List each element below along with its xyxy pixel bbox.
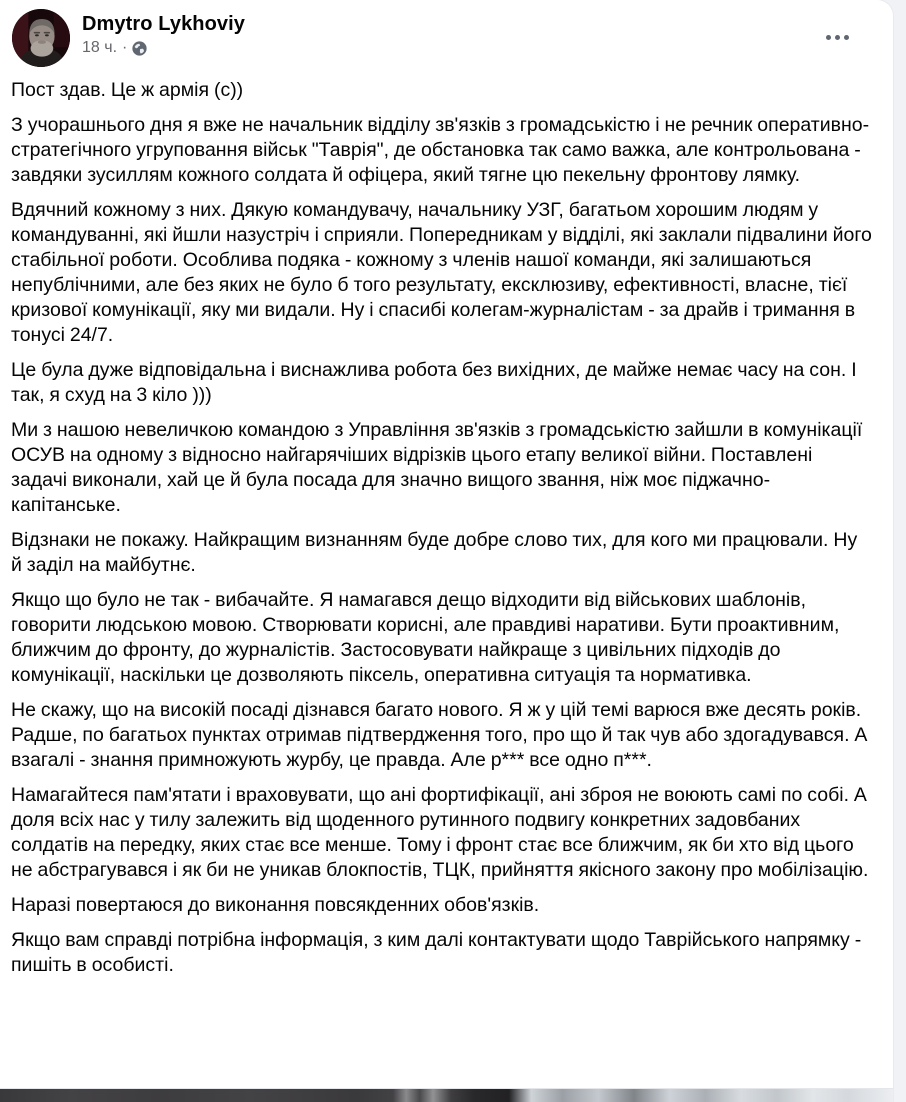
- ellipsis-icon: [844, 35, 849, 40]
- post-paragraph: Ми з нашою невеличкою командою з Управління зв'язків з громадськістю зайшли в комунікації ОСУВ на одному з відносно найгарячіших відрізків цього етапу великої війни. Поставлені задачі виконали, хай це й була посада для значно вищого звання, ніж моє піджачно-капітанське.: [11, 419, 863, 516]
- post-subline: [82, 40, 822, 56]
- post-paragraph: Наразі повертаюся до виконання повсякденних обов'язків.: [11, 894, 540, 916]
- author-name[interactable]: Dmytro Lykhoviy: [82, 13, 246, 35]
- timestamp[interactable]: 18 ч.: [82, 39, 118, 56]
- post-menu-button[interactable]: [822, 29, 853, 46]
- post-paragraph: Вдячний кожному з них. Дякую командувачу, начальнику УЗГ, багатьом хорошим людям у командуванні, які йшли назустріч і сприяли. Попередникам у відділі, які заклали підвалини його стабільної роботи. Особлива подяка - кожному з членів нашої команди, які залишаються непублічними, але без яких не було б того результату, ексклюзиву, ефективності, власне, тієї кризової комунікації, яку ми видали. Ну і спасибі колегам-журналістам - за драйв і тримання в тонусі 24/7.: [11, 199, 872, 346]
- post-paragraph: Це була дуже відповідальна і виснажлива робота без вихідних, де майже немає часу на сон. І так, я схуд на 3 кіло ))): [11, 359, 857, 406]
- post-paragraph: Пост здав. Це ж армія (с)): [11, 79, 244, 101]
- post-paragraph: Відзнаки не покажу. Найкращим визнанням буде добре слово тих, для кого ми працювали. Ну й заділ на майбутнє.: [11, 529, 858, 576]
- post-content: [0, 69, 893, 1088]
- avatar-portrait-image: [12, 9, 70, 67]
- post-paragraph: З учорашнього дня я вже не начальник відділу зв'язків з громадськістю і не речник оперативно-стратегічного угруповання військ "Таврія", де обстановка так само важка, але контрольована - завдяки зусиллям кожного солдата й офіцера, який тягне цю пекельну фронтову лямку.: [11, 114, 870, 186]
- avatar[interactable]: [12, 9, 70, 67]
- ellipsis-icon: [826, 35, 831, 40]
- post-paragraph: Не скажу, що на високій посаді дізнався багато нового. Я ж у цій темі варюся вже десять років. Радше, по багатьох пунктах отримав підтвердження того, про що й так чув або здогадувався. А взагалі - знання примножують журбу, це правда. Але р*** все одно п***.: [11, 699, 868, 771]
- post-paragraph: Намагайтеся пам'ятати і враховувати, що ані фортифікації, ані зброя не воюють самі по собі. А доля всіх нас у тилу залежить від щоденного рутинного подвигу конкретних задовбаних солдатів на передку, яких стає все менше. Тому і фронт стає все ближчим, як би хто від цього не абстрагувався і як би не уникав блокпостів, ТЦК, прийняття якісного закону про мобілізацію.: [11, 784, 869, 881]
- header-meta: [82, 9, 822, 56]
- post-paragraph: Якщо що було не так - вибачайте. Я намагався дещо відходити від військових шаблонів, говорити людською мовою. Створювати корисні, але правдиві наративи. Бути проактивним, ближчим до фронту, до журналістів. Застосовувати найкраще з цивільних підходів до комунікації, наскільки це дозволяють піксель, оперативна ситуація та нормативка.: [11, 589, 840, 686]
- post-header: [0, 0, 893, 69]
- globe-icon: [132, 41, 147, 56]
- post-paragraph: Якщо вам справді потрібна інформація, з ким далі контактувати щодо Таврійського напрямку - пишіть в особисті.: [11, 929, 862, 976]
- ellipsis-icon: [835, 35, 840, 40]
- dot-separator: ·: [122, 39, 128, 56]
- attached-photo-top-edge[interactable]: [0, 1088, 893, 1102]
